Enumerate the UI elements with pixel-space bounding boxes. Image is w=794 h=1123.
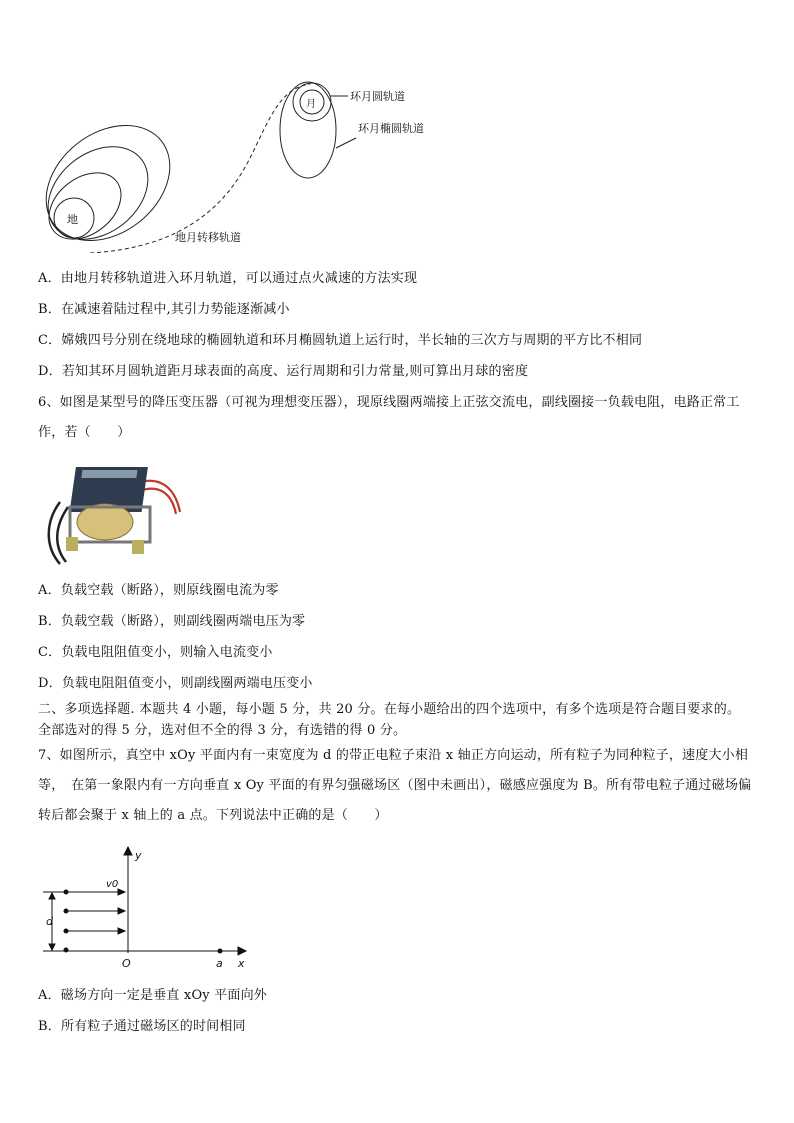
- earth-outer-orbit: [30, 102, 192, 253]
- transfer-orbit-label: 地月转移轨道: [175, 231, 241, 244]
- earth-label: 地: [67, 213, 78, 226]
- origin-label: O: [122, 957, 131, 970]
- transfer-orbit: [90, 84, 310, 253]
- q7-option-b: B．所有粒子通过磁场区的时间相同: [38, 1019, 246, 1034]
- q6-option-c: C．负载电阻阻值变小，则输入电流变小: [38, 645, 273, 660]
- q5-option-c: C．嫦娥四号分别在绕地球的椭圆轨道和环月椭圆轨道上运行时，半长轴的三次方与周期的平方比不相同: [38, 333, 643, 348]
- q7-option-a: A．磁场方向一定是垂直 xOy 平面向外: [38, 988, 267, 1003]
- particle-beam-diagram: [38, 845, 268, 975]
- moon-label: 月: [306, 99, 316, 110]
- section2-line2: 全部选对的得 5 分，选对但不全的得 3 分，有选错的得 0 分。: [38, 723, 407, 738]
- transformer-image: [40, 452, 190, 567]
- section2-line1: 二、多项选择题. 本题共 4 小题，每小题 5 分，共 20 分。在每小题给出的四个选项中，有多个选项是符合题目要求的。: [38, 702, 741, 717]
- lunar-elliptical-orbit-label: 环月椭圆轨道: [358, 122, 424, 135]
- x-axis-label: x: [238, 957, 245, 970]
- earth-inner-orbit: [36, 159, 134, 252]
- orbit-diagram: [30, 78, 450, 253]
- lunar-elliptical-orbit: [280, 82, 336, 178]
- width-label: d: [46, 915, 53, 928]
- velocity-label: v0: [106, 879, 119, 890]
- q5-option-b: B．在减速着陆过程中,其引力势能逐渐减小: [38, 302, 290, 317]
- y-axis-label: y: [135, 849, 142, 862]
- q6-option-d: D．负载电阻阻值变小，则副线圈两端电压变小: [38, 676, 313, 691]
- earth-mid-orbit: [30, 128, 166, 253]
- point-a-label: a: [216, 957, 223, 970]
- lunar-circular-orbit-label: 环月圆轨道: [350, 90, 405, 103]
- q6-option-b: B．负载空载（断路），则副线圈两端电压为零: [38, 614, 306, 629]
- q7-stem: 7、如图所示，真空中 xOy 平面内有一束宽度为 d 的带正电粒子束沿 x 轴正方向运动，所有粒子为同种粒子，速度大小相等， 在第一象限内有一方向垂直 x Oy 平面的有界匀强磁场区（图中未画出），磁感应强度为 B。所有带电粒子通过磁场偏转后都会聚于 x 轴上的 a 点。下列说法中正确的是（ ）: [38, 748, 752, 823]
- q5-option-d: D．若知其环月圆轨道距月球表面的高度、运行周期和引力常量,则可算出月球的密度: [38, 364, 529, 379]
- q5-option-a: A．由地月转移轨道进入环月轨道，可以通过点火减速的方法实现: [38, 271, 418, 286]
- q6-option-a: A．负载空载（断路），则原线圈电流为零: [38, 583, 279, 598]
- q6-stem: 6、如图是某型号的降压变压器（可视为理想变压器），现原线圈两端接上正弦交流电，副线圈接一负载电阻，电路正常工作，若（ ）: [38, 395, 740, 440]
